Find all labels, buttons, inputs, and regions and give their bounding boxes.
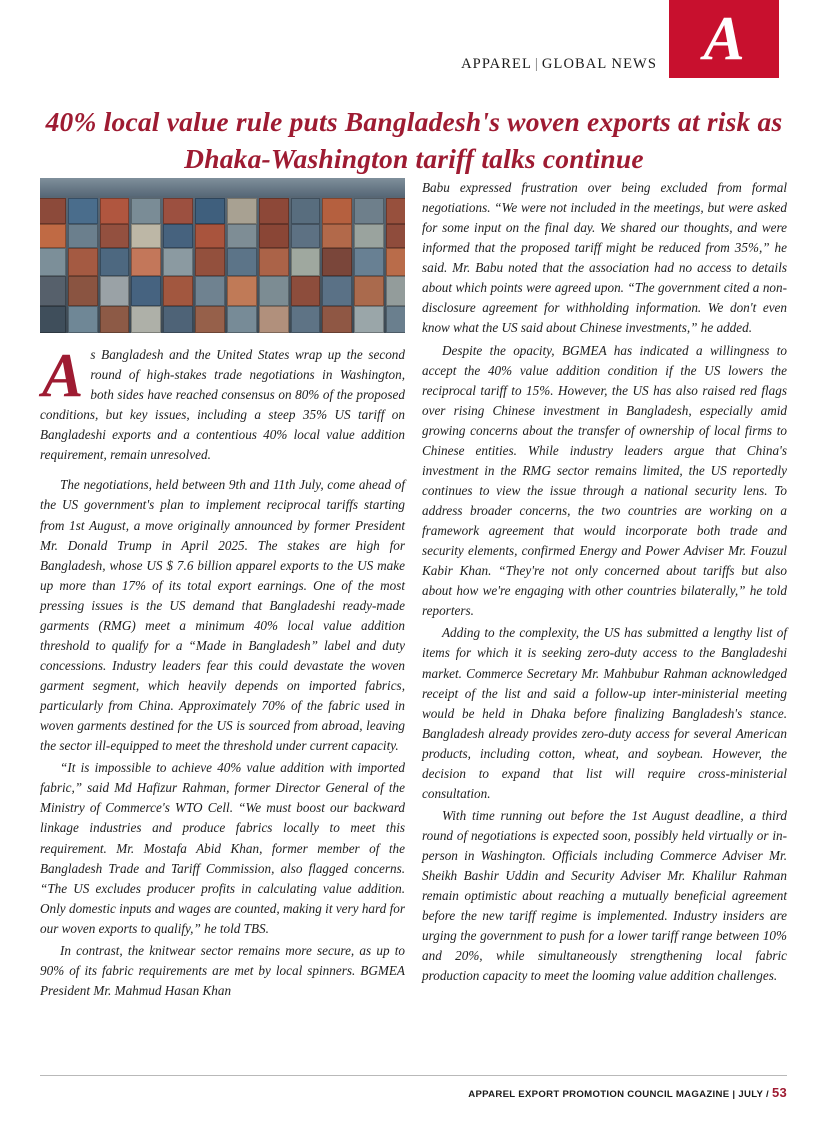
lead-paragraph-text: s Bangladesh and the United States wrap up the second round of high-stakes trade negotiations in Washington, both sides have reached consensus on 80% of the proposed conditions, but key issues, including a steep 35% US tariff on Bangladeshi exports and a contentious 40% local value addition requirement, remain unresolved.	[40, 347, 405, 463]
container-unit	[100, 276, 130, 306]
photo-container-row	[40, 306, 405, 333]
lead-paragraph	[40, 342, 405, 465]
container-unit	[354, 198, 384, 224]
container-unit	[322, 306, 352, 333]
container-unit	[322, 248, 352, 276]
container-unit	[227, 198, 257, 224]
footer-text: APPAREL EXPORT PROMOTION COUNCIL MAGAZINE | JULY /	[468, 1089, 769, 1100]
container-unit	[100, 248, 130, 276]
photo-container-row	[40, 224, 405, 248]
container-unit	[163, 276, 193, 306]
container-unit	[131, 198, 161, 224]
container-unit	[68, 248, 98, 276]
container-unit	[354, 248, 384, 276]
container-unit	[40, 198, 66, 224]
container-unit	[40, 306, 66, 333]
container-unit	[259, 198, 289, 224]
body-paragraph: The negotiations, held between 9th and 11th July, come ahead of the US government's plan to implement reciprocal tariffs starting from 1st August, a move originally announced by former President Mr. Donald Trump in April 2025. The stakes are high for Bangladesh, whose US $ 7.6 billion apparel exports to the US make up more than 17% of its total export earnings. One of the most pressing issues is the US demand that Bangladeshi ready-made garments (RMG) meet a minimum 40% local value addition threshold to qualify for a “Made in Bangladesh” label and duty concessions. Industry leaders fear this could devastate the woven garment segment, which heavily depends on imported fabrics, particularly from China. Approximately 70% of the fabric used in woven garments destined for the US is sourced from abroad, leaving the sector ill-equipped to meet the threshold under current capacity.	[40, 477, 405, 754]
container-unit	[131, 248, 161, 276]
body-paragraph: Despite the opacity, BGMEA has indicated a willingness to accept the 40% value addition condition if the US lowers the reciprocal tariff to 15%. However, the US has also raised red flags over rising Chinese investment in Bangladesh, especially amid growing concerns about the transfer of ownership of local firms to Chinese entities. While industry leaders argue that China's investment in the RMG sector remains limited, the US reportedly continues to view the issue through a national security lens. To address broader concerns, the two countries are working on a framework agreement that would incorporate both trade and security elements, confirmed Energy and Power Adviser Mr. Fouzul Kabir Khan. “They're not only concerned about tariffs but also about how we're engaging with other countries bilaterally,” he told reporters.	[422, 342, 787, 619]
container-unit	[386, 198, 405, 224]
container-unit	[100, 224, 130, 248]
container-unit	[354, 224, 384, 248]
breadcrumb-subsection: GLOBAL NEWS	[541, 56, 657, 72]
container-unit	[131, 306, 161, 333]
container-unit	[291, 224, 321, 248]
container-unit	[291, 276, 321, 306]
container-unit	[386, 276, 405, 306]
container-unit	[322, 276, 352, 306]
container-unit	[163, 224, 193, 248]
container-unit	[195, 248, 225, 276]
container-unit	[386, 224, 405, 248]
container-unit	[68, 276, 98, 306]
container-unit	[68, 306, 98, 333]
body-paragraph: “It is impossible to achieve 40% value addition with imported fabric,” said Md Hafizur Rahman, former Director General of the Ministry of Commerce's WTO Cell. “We must boost our backward linkage industries and produce fabrics locally to meet this requirement. Mr. Mostafa Abid Khan, former member of the Bangladesh Trade and Tariff Commission, also flagged concerns. “The US excludes producer profits in calculating value addition. Only domestic inputs and wages are counted, making it very hard for our woven exports to qualify,” he told TBS.	[40, 760, 405, 936]
container-unit	[195, 198, 225, 224]
container-unit	[131, 276, 161, 306]
page-number: 53	[771, 1085, 787, 1100]
container-unit	[227, 224, 257, 248]
container-unit	[68, 198, 98, 224]
container-unit	[386, 248, 405, 276]
container-unit	[40, 276, 66, 306]
breadcrumb-section: APPAREL	[461, 56, 532, 72]
photo-container-row	[40, 198, 405, 224]
container-unit	[163, 306, 193, 333]
container-unit	[195, 306, 225, 333]
breadcrumb-separator: |	[534, 56, 539, 72]
container-unit	[259, 248, 289, 276]
body-paragraph: In contrast, the knitwear sector remains more secure, as up to 90% of its fabric requirements are met by local spinners. BGMEA President Mr. Mahmud Hasan Khan	[40, 942, 405, 998]
container-unit	[227, 306, 257, 333]
container-unit	[100, 306, 130, 333]
container-unit	[386, 306, 405, 333]
container-unit	[100, 198, 130, 224]
container-unit	[291, 198, 321, 224]
footer-divider	[40, 1075, 787, 1076]
container-yard-photo	[40, 178, 405, 333]
photo-container-row	[40, 248, 405, 276]
container-unit	[291, 248, 321, 276]
logo-letter: A	[703, 5, 745, 73]
container-unit	[354, 276, 384, 306]
drop-cap: A	[42, 342, 84, 410]
container-unit	[259, 306, 289, 333]
body-paragraph: Babu expressed frustration over being excluded from formal negotiations. “We were not included in the meetings, but were asked for some input on the final day. We shared our thoughts, and were informed that the proposed tariff might be reduced from 35%,” he said. Mr. Babu noted that the association had no access to details about which points were agreed upon. “The government cited a non-disclosure agreement for withholding information. We don't even know what the US said about Chinese investments,” he added.	[422, 180, 787, 336]
body-paragraph: Adding to the complexity, the US has submitted a lengthy list of items for which it is seeking zero-duty access to the Bangladeshi market. Commerce Secretary Mr. Mahbubur Rahman acknowledged receipt of the list and said a follow-up inter-ministerial meeting would be held in Dhaka before finalizing Bangladesh's stance. Bangladesh already provides zero-duty access for several American products, including cotton, wheat, and soybean. However, the decision to expand that list will require cross-ministerial consultation.	[422, 625, 787, 801]
container-unit	[227, 248, 257, 276]
container-unit	[40, 224, 66, 248]
breadcrumb	[40, 56, 657, 73]
page-title: 40% local value rule puts Bangladesh's woven exports at risk as Dhaka-Washington tariff talks continue	[45, 106, 783, 175]
container-unit	[131, 224, 161, 248]
body-paragraph: With time running out before the 1st August deadline, a third round of negotiations is expected soon, possibly held virtually or in-person in Washington. Officials including Commerce Adviser Mr. Sheikh Bashir Uddin and Security Adviser Mr. Khalilur Rahman remain optimistic about reaching a mutually beneficial agreement before the new tariff regime is implemented. Industry insiders are urging the government to push for a lower tariff range between 10% and 20%, while simultaneously strengthening local fabric production capacity to meet the looming value addition challenges.	[422, 807, 787, 984]
footer	[468, 1085, 787, 1100]
container-unit	[259, 276, 289, 306]
container-unit	[195, 224, 225, 248]
container-unit	[40, 248, 66, 276]
container-unit	[354, 306, 384, 333]
container-unit	[322, 198, 352, 224]
container-unit	[227, 276, 257, 306]
container-unit	[322, 224, 352, 248]
container-unit	[195, 276, 225, 306]
magazine-logo	[669, 0, 779, 78]
container-unit	[68, 224, 98, 248]
photo-container-row	[40, 276, 405, 306]
container-unit	[163, 198, 193, 224]
container-unit	[291, 306, 321, 333]
article-column-left	[40, 178, 405, 1003]
container-unit	[163, 248, 193, 276]
article-column-right	[422, 178, 787, 989]
container-unit	[259, 224, 289, 248]
